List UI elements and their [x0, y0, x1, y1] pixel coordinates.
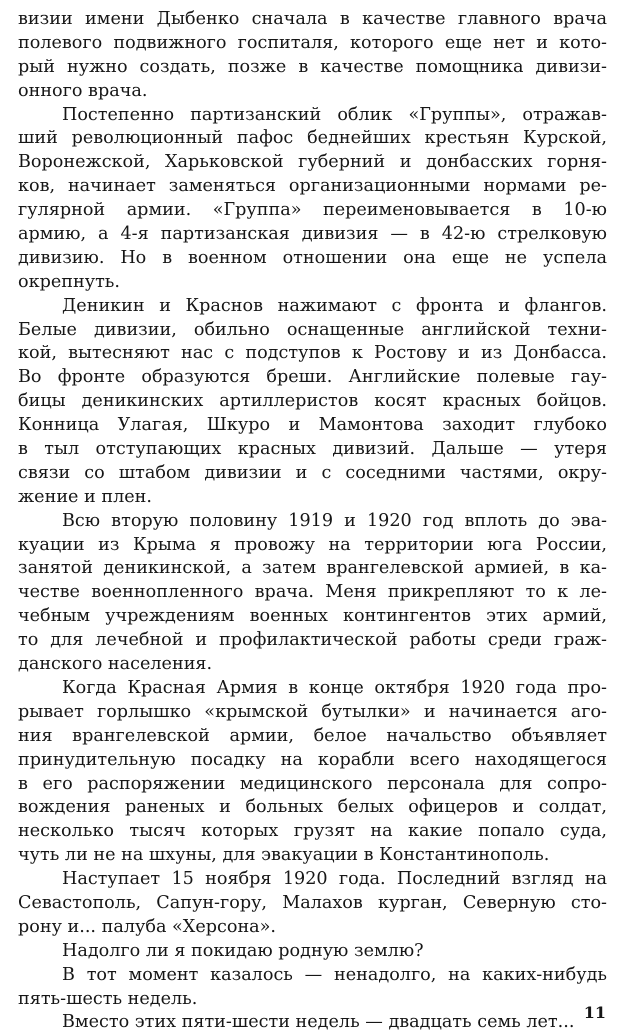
text-line: Воронежской, Харьковской губерний и донбасских горня-	[18, 152, 607, 173]
text-line: бицы деникинских артиллеристов косят красных бойцов.	[18, 391, 607, 412]
text-line: рывает горлышко «крымской бутылки» и начинается аго-	[18, 701, 607, 722]
text-line: Наступает 15 ноября 1920 года. Последний взгляд на	[62, 869, 607, 890]
text-line: полевого подвижного госпиталя, которого еще нет и кото-	[18, 32, 607, 53]
text-line: то для лечебной и профилактической работы среди граж-	[18, 630, 607, 651]
text-line: онного врача.	[18, 80, 148, 101]
text-line: Во фронте образуются бреши. Английские полевые гау-	[18, 367, 607, 388]
paragraph	[18, 677, 607, 868]
page-number: 11	[583, 1003, 606, 1022]
paragraph	[18, 940, 607, 964]
text-line: Всю вторую половину 1919 и 1920 год вплоть до эва-	[62, 510, 607, 531]
text-line: занятой деникинской, а затем врангелевской армией, в ка-	[18, 558, 607, 579]
text-line: Вместо этих пяти-шести недель — двадцать семь лет...	[62, 1012, 575, 1033]
text-line: гулярной армии. «Группа» переименовывается в 10-ю	[18, 200, 607, 221]
text-line: жение и плен.	[18, 486, 153, 507]
text-line: ков, начинает заменяться организационными нормами ре-	[18, 176, 607, 197]
paragraph	[18, 964, 607, 1012]
text-line: Когда Красная Армия в конце октября 1920 года про-	[62, 677, 607, 698]
paragraph	[18, 8, 607, 104]
text-line: рый нужно создать, позже в качестве помощника дивизи-	[18, 56, 607, 77]
text-line: Конница Улагая, Шкуро и Мамонтова заходит глубоко	[18, 415, 607, 436]
text-line: армию, а 4-я партизанская дивизия — в 42-ю стрелковую	[18, 224, 607, 245]
text-line: вождения раненых и больных белых офицеров и солдат,	[18, 797, 607, 818]
text-line: визии имени Дыбенко сначала в качестве главного врача	[18, 9, 607, 29]
paragraph	[18, 104, 607, 295]
body-text	[18, 8, 607, 1035]
text-line: Белые дивизии, обильно оснащенные английской техни-	[18, 319, 607, 340]
text-line: несколько тысяч которых грузят на какие попало суда,	[18, 821, 607, 842]
text-line: Надолго ли я покидаю родную землю?	[62, 940, 424, 961]
text-line: в тыл отступающих красных дивизий. Дальше — утеря	[18, 439, 607, 460]
text-line: принудительную посадку на корабли всего находящегося	[18, 749, 607, 770]
text-line: Постепенно партизанский облик «Группы», отражав-	[62, 104, 607, 125]
text-line: окрепнуть.	[18, 271, 120, 292]
paragraph	[18, 295, 607, 510]
text-line: ния врангелевской армии, белое начальство объявляет	[18, 725, 607, 746]
text-line: в его распоряжении медицинского персонала для сопро-	[18, 773, 607, 794]
text-line: Деникин и Краснов нажимают с фронта и флангов.	[62, 295, 607, 316]
text-line: пять-шесть недель.	[18, 988, 198, 1009]
text-line: Севастополь, Сапун-гору, Малахов курган, Северную сто-	[18, 892, 607, 913]
text-line: данского населения.	[18, 654, 213, 675]
text-line: связи со штабом дивизии и с соседними частями, окру-	[18, 462, 607, 483]
text-line: чебным учреждениям военных контингентов этих армий,	[18, 606, 607, 627]
text-line: рону и... палуба «Херсона».	[18, 916, 277, 937]
paragraph	[18, 510, 607, 677]
paragraph	[18, 1011, 607, 1035]
paragraph	[18, 868, 607, 940]
text-line: В тот момент казалось — ненадолго, на каких-нибудь	[62, 964, 607, 985]
text-line: кой, вытесняют нас с подступов к Ростову и из Донбасса.	[18, 343, 607, 364]
text-line: честве военнопленного врача. Меня прикрепляют то к ле-	[18, 582, 607, 603]
text-line: дивизию. Но в военном отношении она еще не успела	[18, 247, 607, 268]
text-line: куации из Крыма я провожу на территории юга России,	[18, 534, 607, 555]
text-line: чуть ли не на шхуны, для эвакуации в Константинополь.	[18, 845, 550, 866]
text-line: ший революционный пафос беднейших крестьян Курской,	[18, 128, 607, 149]
